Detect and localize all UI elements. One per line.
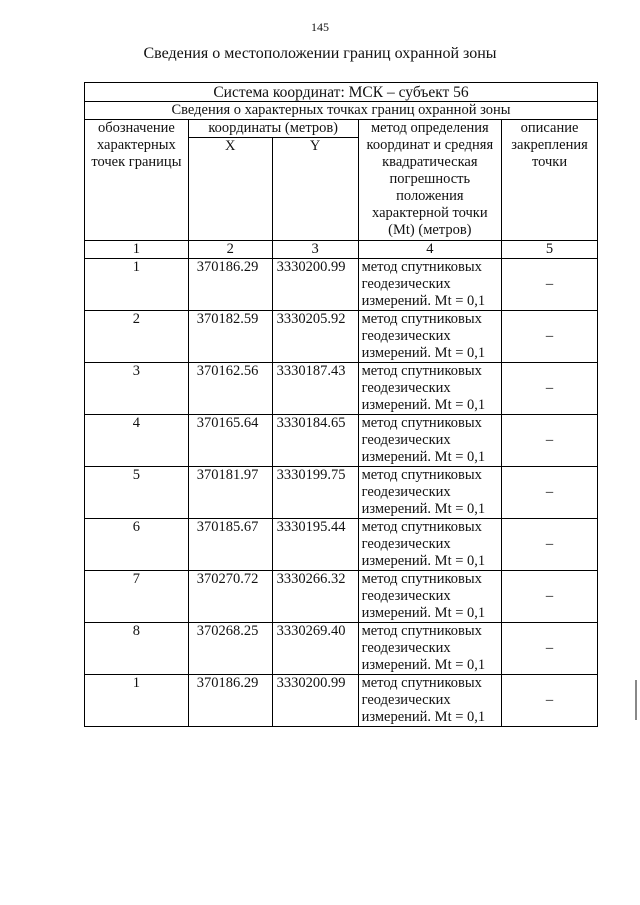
points-caption: Сведения о характерных точках границ охранной зоны: [85, 102, 598, 120]
page-title: Сведения о местоположении границ охранной зоны: [143, 45, 497, 62]
column-number-row: [85, 241, 598, 259]
point-id: 1: [85, 259, 189, 311]
table-row: [85, 675, 598, 727]
fixation-description: –: [502, 519, 598, 571]
coord-y: 3330195.44: [272, 519, 358, 571]
coord-x: 370186.29: [188, 259, 272, 311]
fixation-description: –: [502, 311, 598, 363]
header-method: метод определения координат и средняя квадратическая погрешность положения характерной точки (Mt) (метров): [358, 120, 502, 241]
coord-y: 3330200.99: [272, 675, 358, 727]
coord-y: 3330187.43: [272, 363, 358, 415]
header-coordinates: координаты (метров): [188, 120, 358, 138]
header-y: Y: [272, 138, 358, 241]
table-row: [85, 623, 598, 675]
column-number: 3: [272, 241, 358, 259]
point-id: 4: [85, 415, 189, 467]
method-text: метод спутниковых геодезических измерений. Mt = 0,1: [358, 311, 502, 363]
header-x: X: [188, 138, 272, 241]
header-designation: обозначение характерных точек границы: [85, 120, 189, 241]
table-row: [85, 415, 598, 467]
coord-y: 3330269.40: [272, 623, 358, 675]
coord-x: 370185.67: [188, 519, 272, 571]
column-number: 5: [502, 241, 598, 259]
point-id: 7: [85, 571, 189, 623]
coord-y: 3330200.99: [272, 259, 358, 311]
page-number: 145: [311, 20, 329, 34]
fixation-description: –: [502, 623, 598, 675]
table-row: [85, 571, 598, 623]
table-row: [85, 519, 598, 571]
column-number: 4: [358, 241, 502, 259]
point-id: 1: [85, 675, 189, 727]
coord-x: 370181.97: [188, 467, 272, 519]
coord-x: 370162.56: [188, 363, 272, 415]
boundary-points-table: [84, 82, 598, 727]
header-description: описание закрепления точки: [502, 120, 598, 241]
method-text: метод спутниковых геодезических измерений. Mt = 0,1: [358, 623, 502, 675]
scan-edge-mark: [635, 680, 637, 720]
coord-system-caption: Система координат: МСК – субъект 56: [85, 83, 598, 102]
coord-y: 3330199.75: [272, 467, 358, 519]
coord-y: 3330184.65: [272, 415, 358, 467]
point-id: 8: [85, 623, 189, 675]
table-row: [85, 259, 598, 311]
fixation-description: –: [502, 467, 598, 519]
fixation-description: –: [502, 363, 598, 415]
column-number: 1: [85, 241, 189, 259]
method-text: метод спутниковых геодезических измерений. Mt = 0,1: [358, 571, 502, 623]
method-text: метод спутниковых геодезических измерений. Mt = 0,1: [358, 467, 502, 519]
column-number: 2: [188, 241, 272, 259]
point-id: 3: [85, 363, 189, 415]
point-id: 6: [85, 519, 189, 571]
fixation-description: –: [502, 259, 598, 311]
method-text: метод спутниковых геодезических измерений. Mt = 0,1: [358, 259, 502, 311]
fixation-description: –: [502, 415, 598, 467]
method-text: метод спутниковых геодезических измерений. Mt = 0,1: [358, 415, 502, 467]
coord-y: 3330205.92: [272, 311, 358, 363]
method-text: метод спутниковых геодезических измерений. Mt = 0,1: [358, 519, 502, 571]
coord-x: 370270.72: [188, 571, 272, 623]
fixation-description: –: [502, 571, 598, 623]
point-id: 2: [85, 311, 189, 363]
coord-x: 370182.59: [188, 311, 272, 363]
fixation-description: –: [502, 675, 598, 727]
method-text: метод спутниковых геодезических измерений. Mt = 0,1: [358, 675, 502, 727]
coord-x: 370186.29: [188, 675, 272, 727]
coord-x: 370165.64: [188, 415, 272, 467]
coord-y: 3330266.32: [272, 571, 358, 623]
table-row: [85, 311, 598, 363]
point-id: 5: [85, 467, 189, 519]
coord-x: 370268.25: [188, 623, 272, 675]
table-row: [85, 363, 598, 415]
method-text: метод спутниковых геодезических измерений. Mt = 0,1: [358, 363, 502, 415]
table-row: [85, 467, 598, 519]
